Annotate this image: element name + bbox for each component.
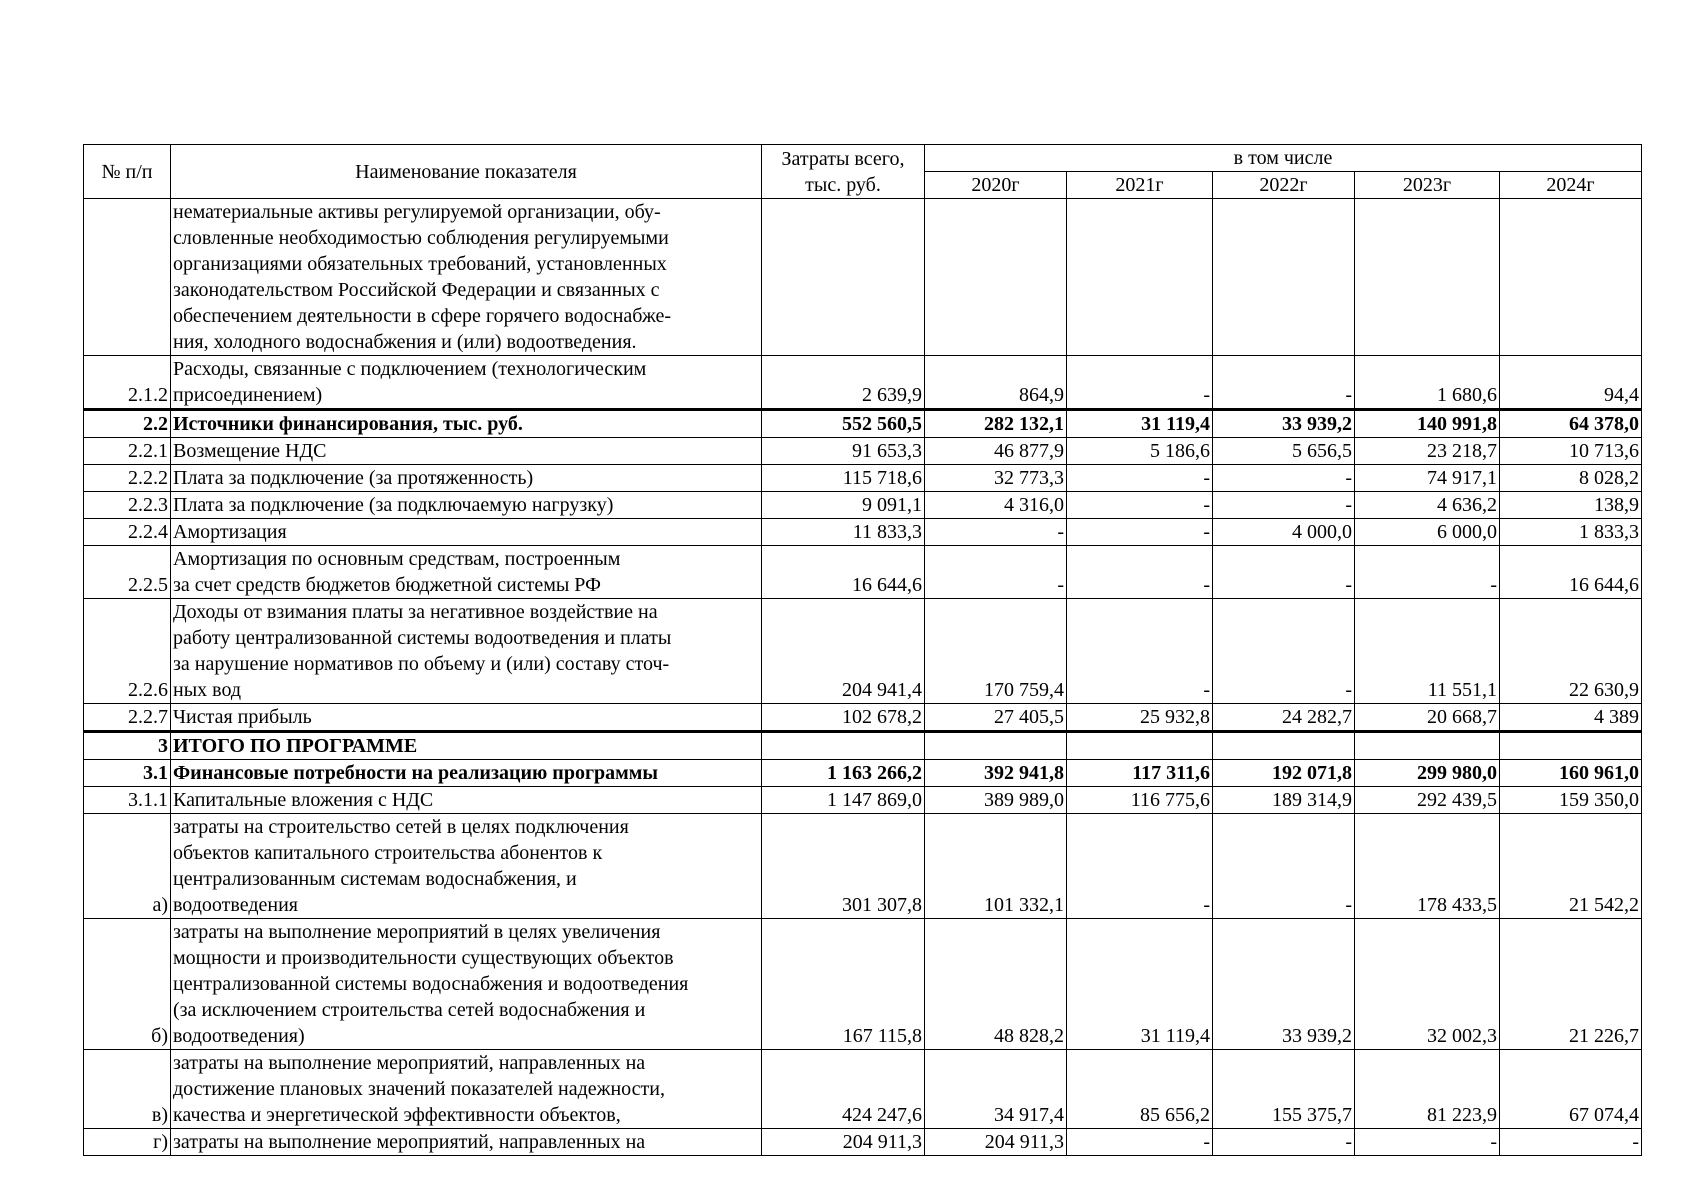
header-year-2020: 2020г xyxy=(925,172,1067,199)
row-indicator-name: затраты на выполнение мероприятий, направленных на достижение плановых значений показателей надежности, качества и энергетической эффективности объектов, xyxy=(171,1050,762,1129)
year-2022-cell: 33 939,2 xyxy=(1213,919,1355,1050)
year-2021-cell: 117 311,6 xyxy=(1067,760,1213,787)
total-cell: 204 941,4 xyxy=(762,599,925,704)
table-row xyxy=(84,410,1642,438)
row-indicator-name: ИТОГО ПО ПРОГРАММЕ xyxy=(171,732,762,760)
total-cell: 424 247,6 xyxy=(762,1050,925,1129)
year-2024-cell: 67 074,4 xyxy=(1500,1050,1642,1129)
year-2021-cell: - xyxy=(1067,519,1213,546)
year-2021-cell: - xyxy=(1067,492,1213,519)
header-indicator-name: Наименование показателя xyxy=(171,145,762,199)
row-indicator-name: Чистая прибыль xyxy=(171,704,762,732)
header-including: в том числе xyxy=(925,145,1642,172)
row-number: 2.2 xyxy=(84,410,171,438)
year-2022-cell: 4 000,0 xyxy=(1213,519,1355,546)
row-indicator-name: Плата за подключение (за протяженность) xyxy=(171,465,762,492)
year-2022-cell xyxy=(1213,199,1355,356)
document-page xyxy=(83,144,1642,1156)
year-2020-cell: 389 989,0 xyxy=(925,787,1067,814)
total-cell: 204 911,3 xyxy=(762,1129,925,1156)
year-2024-cell: 138,9 xyxy=(1500,492,1642,519)
year-2022-cell: - xyxy=(1213,492,1355,519)
row-number: 2.2.5 xyxy=(84,546,171,599)
year-2021-cell: 85 656,2 xyxy=(1067,1050,1213,1129)
header-year-2023: 2023г xyxy=(1355,172,1500,199)
year-2023-cell: 1 680,6 xyxy=(1355,356,1500,410)
year-2024-cell: 22 630,9 xyxy=(1500,599,1642,704)
header-year-2021: 2021г xyxy=(1067,172,1213,199)
year-2021-cell: - xyxy=(1067,356,1213,410)
row-number: 2.2.6 xyxy=(84,599,171,704)
total-cell: 301 307,8 xyxy=(762,814,925,919)
row-number: г) xyxy=(84,1129,171,1156)
table-row xyxy=(84,199,1642,356)
row-indicator-name: Капитальные вложения с НДС xyxy=(171,787,762,814)
row-number: а) xyxy=(84,814,171,919)
year-2021-cell: 25 932,8 xyxy=(1067,704,1213,732)
table-row xyxy=(84,546,1642,599)
year-2024-cell: 4 389 xyxy=(1500,704,1642,732)
year-2020-cell: 170 759,4 xyxy=(925,599,1067,704)
year-2023-cell: 81 223,9 xyxy=(1355,1050,1500,1129)
year-2021-cell xyxy=(1067,199,1213,356)
row-number: 3.1.1 xyxy=(84,787,171,814)
row-indicator-name: Доходы от взимания платы за негативное воздействие на работу централизованной системы водоотведения и платы за нарушение нормативов по объему и (или) составу сточ- ных вод xyxy=(171,599,762,704)
year-2024-cell: 16 644,6 xyxy=(1500,546,1642,599)
total-cell: 167 115,8 xyxy=(762,919,925,1050)
row-indicator-name: затраты на выполнение мероприятий в целях увеличения мощности и производительности существующих объектов централизованной системы водоснабжения и водоотведения (за исключением строительства сетей водоснабжения и водоотведения) xyxy=(171,919,762,1050)
year-2023-cell: 6 000,0 xyxy=(1355,519,1500,546)
row-indicator-name: Амортизация xyxy=(171,519,762,546)
year-2023-cell: 4 636,2 xyxy=(1355,492,1500,519)
year-2023-cell xyxy=(1355,199,1500,356)
row-number: 2.1.2 xyxy=(84,356,171,410)
year-2020-cell: 392 941,8 xyxy=(925,760,1067,787)
year-2024-cell: 8 028,2 xyxy=(1500,465,1642,492)
year-2023-cell: 32 002,3 xyxy=(1355,919,1500,1050)
header-year-2024: 2024г xyxy=(1500,172,1642,199)
year-2020-cell: 101 332,1 xyxy=(925,814,1067,919)
total-cell xyxy=(762,732,925,760)
year-2023-cell: 23 218,7 xyxy=(1355,438,1500,465)
row-number xyxy=(84,199,171,356)
year-2022-cell xyxy=(1213,732,1355,760)
header-number: № п/п xyxy=(84,145,171,199)
year-2024-cell: 21 542,2 xyxy=(1500,814,1642,919)
row-indicator-name: Расходы, связанные с подключением (технологическим присоединением) xyxy=(171,356,762,410)
year-2024-cell xyxy=(1500,732,1642,760)
row-number: 2.2.7 xyxy=(84,704,171,732)
year-2022-cell: 33 939,2 xyxy=(1213,410,1355,438)
table-row xyxy=(84,519,1642,546)
header-total-costs xyxy=(762,145,925,199)
year-2023-cell: 11 551,1 xyxy=(1355,599,1500,704)
table-row xyxy=(84,492,1642,519)
header-row-1 xyxy=(84,145,1642,172)
row-number: 3 xyxy=(84,732,171,760)
year-2024-cell: 1 833,3 xyxy=(1500,519,1642,546)
year-2020-cell: 48 828,2 xyxy=(925,919,1067,1050)
table-row xyxy=(84,919,1642,1050)
row-number: 2.2.3 xyxy=(84,492,171,519)
table-row xyxy=(84,760,1642,787)
year-2024-cell: 10 713,6 xyxy=(1500,438,1642,465)
year-2024-cell xyxy=(1500,199,1642,356)
table-row xyxy=(84,787,1642,814)
year-2021-cell: - xyxy=(1067,814,1213,919)
row-indicator-name: Амортизация по основным средствам, построенным за счет средств бюджетов бюджетной системы РФ xyxy=(171,546,762,599)
table-row xyxy=(84,1129,1642,1156)
year-2022-cell: - xyxy=(1213,814,1355,919)
total-cell: 552 560,5 xyxy=(762,410,925,438)
year-2022-cell: 155 375,7 xyxy=(1213,1050,1355,1129)
year-2022-cell: - xyxy=(1213,546,1355,599)
year-2020-cell: 34 917,4 xyxy=(925,1050,1067,1129)
table-row xyxy=(84,814,1642,919)
row-indicator-name: Финансовые потребности на реализацию программы xyxy=(171,760,762,787)
row-number: 3.1 xyxy=(84,760,171,787)
year-2020-cell: 204 911,3 xyxy=(925,1129,1067,1156)
year-2022-cell: - xyxy=(1213,599,1355,704)
year-2021-cell: - xyxy=(1067,1129,1213,1156)
year-2023-cell: - xyxy=(1355,546,1500,599)
total-cell: 9 091,1 xyxy=(762,492,925,519)
table-row xyxy=(84,704,1642,732)
table-row xyxy=(84,732,1642,760)
header-total-line2: тыс. руб. xyxy=(805,173,881,196)
year-2024-cell: 21 226,7 xyxy=(1500,919,1642,1050)
year-2021-cell: 31 119,4 xyxy=(1067,919,1213,1050)
year-2020-cell: 27 405,5 xyxy=(925,704,1067,732)
total-cell: 115 718,6 xyxy=(762,465,925,492)
year-2023-cell: 140 991,8 xyxy=(1355,410,1500,438)
table-row xyxy=(84,1050,1642,1129)
year-2021-cell: 5 186,6 xyxy=(1067,438,1213,465)
row-number: б) xyxy=(84,919,171,1050)
financial-table xyxy=(83,144,1642,1156)
year-2024-cell: 159 350,0 xyxy=(1500,787,1642,814)
total-cell: 1 147 869,0 xyxy=(762,787,925,814)
year-2024-cell: 64 378,0 xyxy=(1500,410,1642,438)
year-2022-cell: 24 282,7 xyxy=(1213,704,1355,732)
year-2023-cell: 74 917,1 xyxy=(1355,465,1500,492)
row-number: 2.2.1 xyxy=(84,438,171,465)
table-row xyxy=(84,438,1642,465)
year-2022-cell: 5 656,5 xyxy=(1213,438,1355,465)
year-2020-cell xyxy=(925,732,1067,760)
total-cell xyxy=(762,199,925,356)
row-indicator-name: затраты на строительство сетей в целях подключения объектов капитального строительства абонентов к централизованным системам водоснабжения, и водоотведения xyxy=(171,814,762,919)
year-2020-cell: - xyxy=(925,519,1067,546)
row-indicator-name: Плата за подключение (за подключаемую нагрузку) xyxy=(171,492,762,519)
year-2024-cell: 94,4 xyxy=(1500,356,1642,410)
header-total-line1: Затраты всего, xyxy=(781,147,905,170)
row-indicator-name: Возмещение НДС xyxy=(171,438,762,465)
year-2022-cell: 192 071,8 xyxy=(1213,760,1355,787)
table-row xyxy=(84,465,1642,492)
year-2024-cell: - xyxy=(1500,1129,1642,1156)
year-2023-cell: 292 439,5 xyxy=(1355,787,1500,814)
year-2021-cell: - xyxy=(1067,599,1213,704)
year-2021-cell: - xyxy=(1067,546,1213,599)
year-2021-cell: 116 775,6 xyxy=(1067,787,1213,814)
row-indicator-name: Источники финансирования, тыс. руб. xyxy=(171,410,762,438)
year-2023-cell: 299 980,0 xyxy=(1355,760,1500,787)
year-2023-cell: 178 433,5 xyxy=(1355,814,1500,919)
year-2023-cell: 20 668,7 xyxy=(1355,704,1500,732)
total-cell: 2 639,9 xyxy=(762,356,925,410)
year-2020-cell: 864,9 xyxy=(925,356,1067,410)
row-number: 2.2.2 xyxy=(84,465,171,492)
year-2020-cell: 282 132,1 xyxy=(925,410,1067,438)
year-2022-cell: - xyxy=(1213,356,1355,410)
year-2022-cell: - xyxy=(1213,1129,1355,1156)
year-2022-cell: 189 314,9 xyxy=(1213,787,1355,814)
row-number: в) xyxy=(84,1050,171,1129)
total-cell: 91 653,3 xyxy=(762,438,925,465)
row-indicator-name: нематериальные активы регулируемой организации, обу- словленные необходимостью соблюдения регулируемыми организациями обязательных требований, установленных законодательством Российской Федерации и связанных с обеспечением деятельности в сфере горячего водоснабже- ния, холодного водоснабжения и (или) водоотведения. xyxy=(171,199,762,356)
header-year-2022: 2022г xyxy=(1213,172,1355,199)
year-2020-cell: 32 773,3 xyxy=(925,465,1067,492)
year-2024-cell: 160 961,0 xyxy=(1500,760,1642,787)
total-cell: 11 833,3 xyxy=(762,519,925,546)
year-2021-cell xyxy=(1067,732,1213,760)
year-2022-cell: - xyxy=(1213,465,1355,492)
total-cell: 102 678,2 xyxy=(762,704,925,732)
year-2020-cell: - xyxy=(925,546,1067,599)
year-2020-cell xyxy=(925,199,1067,356)
year-2023-cell: - xyxy=(1355,1129,1500,1156)
table-row xyxy=(84,599,1642,704)
total-cell: 16 644,6 xyxy=(762,546,925,599)
row-number: 2.2.4 xyxy=(84,519,171,546)
year-2020-cell: 46 877,9 xyxy=(925,438,1067,465)
table-body xyxy=(84,199,1642,1156)
year-2021-cell: 31 119,4 xyxy=(1067,410,1213,438)
year-2021-cell: - xyxy=(1067,465,1213,492)
year-2023-cell xyxy=(1355,732,1500,760)
year-2020-cell: 4 316,0 xyxy=(925,492,1067,519)
total-cell: 1 163 266,2 xyxy=(762,760,925,787)
row-indicator-name: затраты на выполнение мероприятий, направленных на xyxy=(171,1129,762,1156)
table-row xyxy=(84,356,1642,410)
